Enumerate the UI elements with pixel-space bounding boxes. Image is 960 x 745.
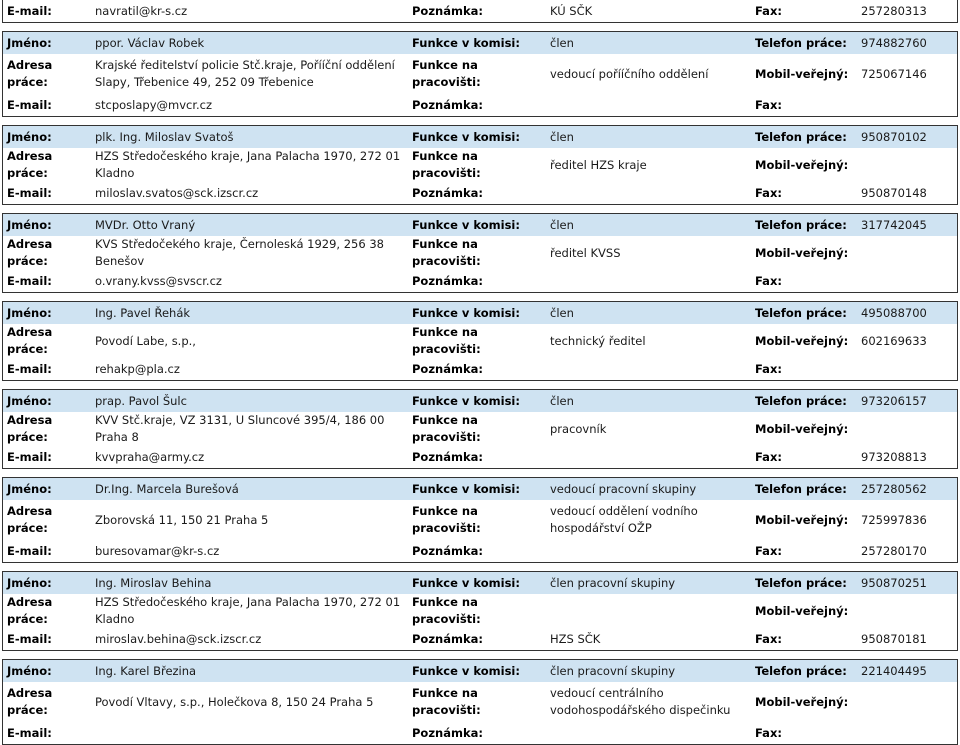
email-row	[3, 446, 957, 468]
email-label: E-mail:	[7, 273, 52, 288]
jmeno-value: prap. Pavol Šulc	[95, 393, 187, 408]
jmeno-label: Jméno:	[7, 305, 52, 320]
funkce-pracoviste-value: vedoucí oddělení vodního hospodářství OŽP	[550, 504, 698, 535]
funkce-komise-label: Funkce v komisi:	[412, 663, 520, 678]
email-label: E-mail:	[7, 361, 52, 376]
adresa-label: Adresa práce:	[7, 413, 53, 444]
fax-label: Fax:	[755, 273, 782, 288]
poznamka-value: HZS SČK	[550, 631, 601, 646]
adresa-value: KVS Středočekého kraje, Černoleská 1929, 256 38 Benešov	[95, 237, 384, 268]
poznamka-label: Poznámka:	[412, 449, 483, 464]
contact-card	[2, 213, 958, 293]
email-row	[3, 358, 957, 380]
name-row	[3, 32, 957, 54]
funkce-komise-value: člen pracovní skupiny	[550, 663, 676, 678]
poznamka-label: Poznámka:	[412, 631, 483, 646]
fax-label: Fax:	[755, 361, 782, 376]
adresa-value: Zborovská 11, 150 21 Praha 5	[95, 512, 269, 527]
telefon-value: 317742045	[861, 217, 927, 232]
email-row	[3, 722, 957, 744]
jmeno-value: MVDr. Otto Vraný	[95, 217, 196, 232]
telefon-value: 950870102	[861, 129, 927, 144]
email-row	[3, 182, 957, 204]
email-row	[3, 540, 957, 562]
poznamka-label: Poznámka:	[412, 3, 483, 18]
funkce-pracoviste-label: Funkce na pracovišti:	[412, 686, 481, 717]
funkce-komise-label: Funkce v komisi:	[412, 217, 520, 232]
telefon-value: 495088700	[861, 305, 927, 320]
adresa-value: HZS Středočeského kraje, Jana Palacha 1970, 272 01 Kladno	[95, 149, 401, 180]
contact-card-partial	[2, 0, 958, 23]
fax-label: Fax:	[755, 631, 782, 646]
name-row	[3, 390, 957, 412]
mobil-label: Mobil-veřejný:	[755, 603, 849, 618]
adresa-value: Krajské ředitelství policie Stč.kraje, Pořííční oddělení Slapy, Třebenice 49, 252 09 Třebenice	[95, 58, 395, 89]
funkce-komise-label: Funkce v komisi:	[412, 35, 520, 50]
email-label: E-mail:	[7, 449, 52, 464]
funkce-pracoviste-label: Funkce na pracovišti:	[412, 504, 481, 535]
name-row	[3, 126, 957, 148]
funkce-pracoviste-value: pracovník	[550, 421, 607, 436]
jmeno-label: Jméno:	[7, 575, 52, 590]
adresa-label: Adresa práce:	[7, 58, 53, 89]
jmeno-value: Dr.Ing. Marcela Burešová	[95, 481, 239, 496]
fax-label: Fax:	[755, 449, 782, 464]
funkce-komise-value: člen	[550, 129, 574, 144]
mobil-label: Mobil-veřejný:	[755, 66, 849, 81]
fax-value: 257280313	[861, 3, 927, 18]
fax-value: 950870148	[861, 185, 927, 200]
telefon-label: Telefon práce:	[755, 393, 847, 408]
telefon-value: 974882760	[861, 35, 927, 50]
funkce-pracoviste-value: ředitel KVSS	[550, 245, 621, 260]
email-label: E-mail:	[7, 97, 52, 112]
email-label: E-mail:	[7, 631, 52, 646]
poznamka-label: Poznámka:	[412, 361, 483, 376]
name-row	[3, 302, 957, 324]
funkce-komise-label: Funkce v komisi:	[412, 481, 520, 496]
jmeno-value: Ing. Miroslav Behina	[95, 575, 212, 590]
name-row	[3, 572, 957, 594]
name-row	[3, 214, 957, 236]
jmeno-label: Jméno:	[7, 217, 52, 232]
contact-card	[2, 659, 958, 745]
adresa-label: Adresa práce:	[7, 325, 53, 356]
adresa-value: HZS Středočeského kraje, Jana Palacha 1970, 272 01 Kladno	[95, 595, 401, 626]
funkce-pracoviste-label: Funkce na pracovišti:	[412, 58, 481, 89]
telefon-value: 221404495	[861, 663, 927, 678]
contact-card	[2, 477, 958, 563]
funkce-komise-label: Funkce v komisi:	[412, 393, 520, 408]
jmeno-value: plk. Ing. Miloslav Svatoš	[95, 129, 234, 144]
telefon-label: Telefon práce:	[755, 35, 847, 50]
email-label: E-mail:	[7, 3, 52, 18]
funkce-komise-value: člen	[550, 305, 574, 320]
poznamka-label: Poznámka:	[412, 543, 483, 558]
fax-value: 950870181	[861, 631, 927, 646]
email-value: stcposlapy@mvcr.cz	[95, 97, 213, 112]
adresa-label: Adresa práce:	[7, 237, 53, 268]
telefon-label: Telefon práce:	[755, 305, 847, 320]
address-row	[3, 54, 957, 94]
funkce-pracoviste-label: Funkce na pracovišti:	[412, 413, 481, 444]
funkce-komise-value: člen pracovní skupiny	[550, 575, 676, 590]
adresa-value: KVV Stč.kraje, VZ 3131, U Sluncové 395/4, 186 00 Praha 8	[95, 413, 385, 444]
contact-card	[2, 301, 958, 381]
poznamka-label: Poznámka:	[412, 185, 483, 200]
email-value: kvvpraha@army.cz	[95, 449, 205, 464]
jmeno-label: Jméno:	[7, 393, 52, 408]
telefon-label: Telefon práce:	[755, 217, 847, 232]
mobil-label: Mobil-veřejný:	[755, 694, 849, 709]
jmeno-label: Jméno:	[7, 35, 52, 50]
adresa-value: Povodí Vltavy, s.p., Holečkova 8, 150 24 Praha 5	[95, 694, 374, 709]
email-value: miroslav.behina@sck.izscr.cz	[95, 631, 262, 646]
funkce-pracoviste-value: vedoucí pořííčního oddělení	[550, 66, 709, 81]
contact-card	[2, 571, 958, 651]
telefon-value: 973206157	[861, 393, 927, 408]
funkce-komise-label: Funkce v komisi:	[412, 305, 520, 320]
fax-label: Fax:	[755, 185, 782, 200]
jmeno-label: Jméno:	[7, 663, 52, 678]
mobil-label: Mobil-veřejný:	[755, 333, 849, 348]
adresa-label: Adresa práce:	[7, 504, 53, 535]
email-row	[3, 628, 957, 650]
funkce-pracoviste-label: Funkce na pracovišti:	[412, 595, 481, 626]
funkce-komise-label: Funkce v komisi:	[412, 575, 520, 590]
email-value: miloslav.svatos@sck.izscr.cz	[95, 185, 259, 200]
fax-value: 257280170	[861, 543, 927, 558]
address-row	[3, 594, 957, 628]
email-row	[3, 0, 957, 22]
poznamka-label: Poznámka:	[412, 725, 483, 740]
telefon-label: Telefon práce:	[755, 575, 847, 590]
poznamka-value: KÚ SČK	[550, 3, 593, 18]
fax-label: Fax:	[755, 543, 782, 558]
name-row	[3, 478, 957, 500]
telefon-value: 950870251	[861, 575, 927, 590]
jmeno-label: Jméno:	[7, 481, 52, 496]
fax-value: 973208813	[861, 449, 927, 464]
funkce-pracoviste-value: vedoucí centrálního vodohospodářského dispečinku	[550, 686, 731, 717]
jmeno-value: ppor. Václav Robek	[95, 35, 205, 50]
funkce-komise-value: člen	[550, 217, 574, 232]
adresa-label: Adresa práce:	[7, 595, 53, 626]
mobil-label: Mobil-veřejný:	[755, 245, 849, 260]
email-label: E-mail:	[7, 185, 52, 200]
email-value: buresovamar@kr-s.cz	[95, 543, 220, 558]
funkce-komise-value: člen	[550, 393, 574, 408]
poznamka-label: Poznámka:	[412, 273, 483, 288]
adresa-label: Adresa práce:	[7, 149, 53, 180]
email-value: o.vrany.kvss@svscr.cz	[95, 273, 222, 288]
funkce-komise-value: člen	[550, 35, 574, 50]
email-label: E-mail:	[7, 725, 52, 740]
jmeno-value: Ing. Pavel Řehák	[95, 305, 191, 320]
telefon-label: Telefon práce:	[755, 663, 847, 678]
adresa-label: Adresa práce:	[7, 686, 53, 717]
fax-label: Fax:	[755, 725, 782, 740]
email-value: navratil@kr-s.cz	[95, 3, 188, 18]
address-row	[3, 500, 957, 540]
contact-card	[2, 125, 958, 205]
telefon-label: Telefon práce:	[755, 481, 847, 496]
telefon-value: 257280562	[861, 481, 927, 496]
address-row	[3, 324, 957, 358]
email-label: E-mail:	[7, 543, 52, 558]
poznamka-label: Poznámka:	[412, 97, 483, 112]
funkce-pracoviste-label: Funkce na pracovišti:	[412, 237, 481, 268]
funkce-pracoviste-label: Funkce na pracovišti:	[412, 325, 481, 356]
fax-label: Fax:	[755, 3, 782, 18]
jmeno-label: Jméno:	[7, 129, 52, 144]
email-value: rehakp@pla.cz	[95, 361, 180, 376]
mobil-value: 725067146	[861, 66, 927, 81]
address-row	[3, 412, 957, 446]
email-row	[3, 94, 957, 116]
mobil-value: 725997836	[861, 512, 927, 527]
funkce-pracoviste-label: Funkce na pracovišti:	[412, 149, 481, 180]
mobil-value: 602169633	[861, 333, 927, 348]
funkce-komise-label: Funkce v komisi:	[412, 129, 520, 144]
address-row	[3, 148, 957, 182]
mobil-label: Mobil-veřejný:	[755, 157, 849, 172]
contact-card	[2, 31, 958, 117]
telefon-label: Telefon práce:	[755, 129, 847, 144]
name-row	[3, 660, 957, 682]
mobil-label: Mobil-veřejný:	[755, 421, 849, 436]
adresa-value: Povodí Labe, s.p.,	[95, 333, 196, 348]
address-row	[3, 236, 957, 270]
funkce-pracoviste-value: ředitel HZS kraje	[550, 157, 647, 172]
mobil-label: Mobil-veřejný:	[755, 512, 849, 527]
funkce-komise-value: vedoucí pracovní skupiny	[550, 481, 697, 496]
address-row	[3, 682, 957, 722]
email-row	[3, 270, 957, 292]
jmeno-value: Ing. Karel Březina	[95, 663, 197, 678]
fax-label: Fax:	[755, 97, 782, 112]
contact-card	[2, 389, 958, 469]
funkce-pracoviste-value: technický ředitel	[550, 333, 646, 348]
